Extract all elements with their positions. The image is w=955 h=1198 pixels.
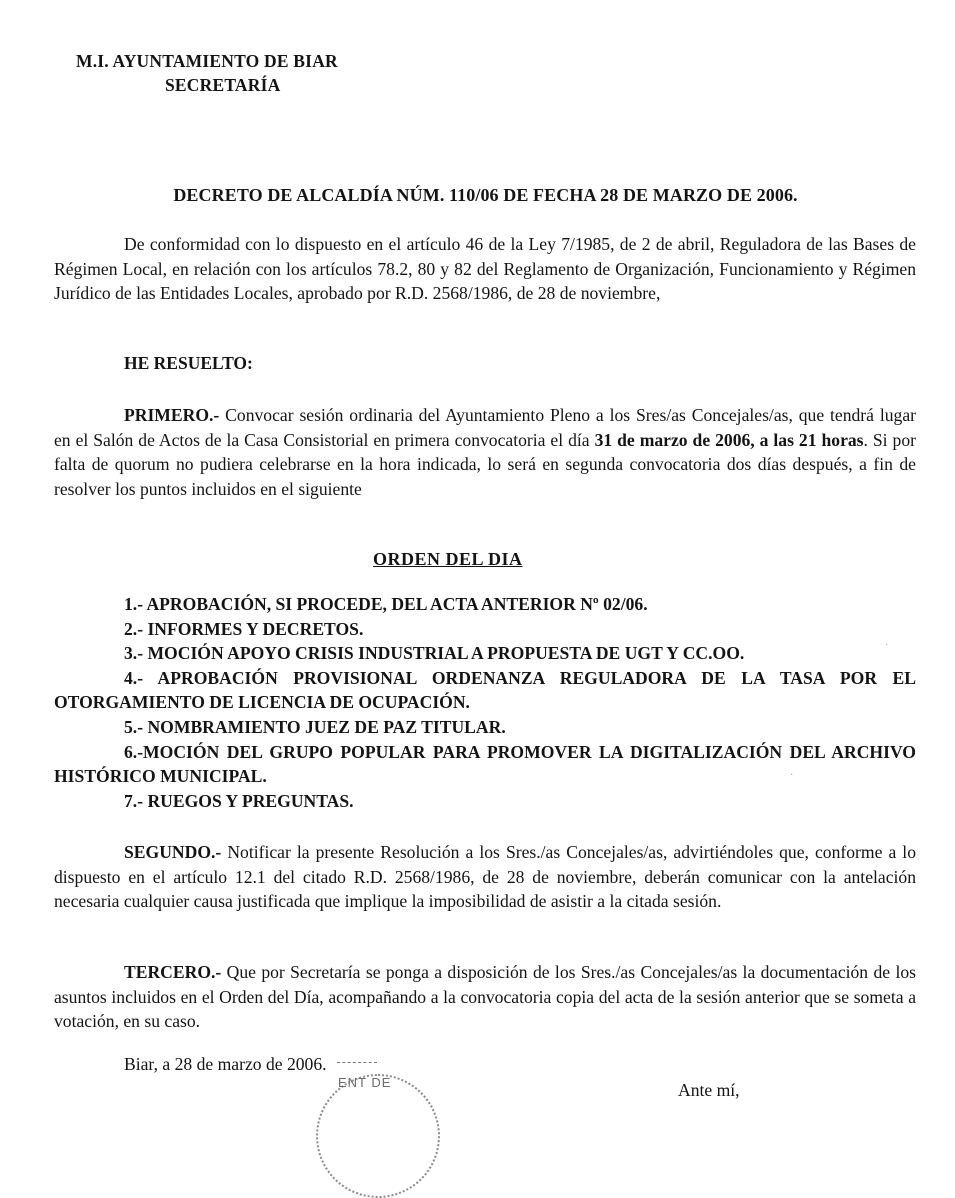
tercero-paragraph bbox=[54, 960, 916, 1034]
seal-text: ENT DE bbox=[338, 1075, 392, 1090]
ante-mi-label: Ante mí, bbox=[678, 1080, 740, 1100]
agenda-item bbox=[54, 715, 916, 740]
agenda-heading: ORDEN DEL DIA bbox=[373, 549, 523, 569]
segundo-paragraph bbox=[54, 840, 916, 914]
agenda-list bbox=[54, 592, 916, 813]
primero-label: PRIMERO.- bbox=[124, 405, 220, 425]
agenda-item bbox=[54, 740, 916, 789]
segundo-text: Notificar la presente Resolución a los Sres./as Concejales/as, advirtiéndoles que, conforme a lo dispuesto en el artículo 12.1 del citado R.D. 2568/1986, de 28 de noviembre, deberán comunicar con la antelación necesaria cualquier causa justificada que implique la imposibilidad de asistir a la citada sesión. bbox=[54, 842, 916, 911]
agenda-item-text: 4.- APROBACIÓN PROVISIONAL ORDENANZA REGULADORA DE LA TASA POR EL OTORGAMIENTO DE LICENCIA DE OCUPACIÓN. bbox=[54, 667, 916, 713]
agenda-item-text: 5.- NOMBRAMIENTO JUEZ DE PAZ TITULAR. bbox=[124, 716, 506, 737]
agenda-item-text: 7.- RUEGOS Y PREGUNTAS. bbox=[124, 790, 354, 811]
primero-paragraph bbox=[54, 403, 916, 501]
agenda-item bbox=[54, 789, 916, 814]
official-seal bbox=[316, 1074, 440, 1198]
resolved-heading: HE RESUELTO: bbox=[124, 353, 253, 373]
decree-title: DECRETO DE ALCALDÍA NÚM. 110/06 DE FECHA 28 DE MARZO DE 2006. bbox=[173, 185, 798, 205]
scan-speck: · bbox=[885, 640, 889, 651]
signature-stroke bbox=[337, 1062, 377, 1063]
preamble-text: De conformidad con lo dispuesto en el artículo 46 de la Ley 7/1985, de 2 de abril, Reguladora de las Bases de Régimen Local, en relación con los artículos 78.2, 80 y 82 del Reglamento de Organización, Funcionamiento y Régimen Jurídico de las Entidades Locales, aprobado por R.D. 2568/1986, de 28 de noviembre, bbox=[54, 234, 916, 303]
primero-text-a: Convocar sesión ordinaria del Ayuntamiento Pleno a los Sres/as Concejales/as, que tendrá lugar en el Salón de Actos de la Casa Consistorial en primera convocatoria el día bbox=[54, 405, 916, 450]
segundo-label: SEGUNDO.- bbox=[124, 842, 222, 862]
primero-text-b: . Si por falta de quorum no pudiera celebrarse en la hora indicada, lo será en segunda convocatoria dos días después, a fin de resolver los puntos incluidos en el siguiente bbox=[54, 429, 916, 499]
preamble-paragraph bbox=[54, 232, 916, 306]
agenda-item bbox=[54, 641, 916, 666]
primero-date: 31 de marzo de 2006, a las 21 horas bbox=[594, 429, 864, 450]
place-date: Biar, a 28 de marzo de 2006. bbox=[124, 1054, 327, 1074]
tercero-label: TERCERO.- bbox=[124, 962, 222, 982]
agenda-item bbox=[54, 666, 916, 715]
agenda-item-text: 1.- APROBACIÓN, SI PROCEDE, DEL ACTA ANTERIOR Nº 02/06. bbox=[124, 594, 648, 614]
agenda-item bbox=[54, 617, 916, 642]
tercero-text: Que por Secretaría se ponga a disposición de los Sres./as Concejales/as la documentación de los asuntos incluidos en el Orden del Día, acompañando a la convocatoria copia del acta de la sesión anterior que se someta a votación, en su caso. bbox=[54, 962, 916, 1031]
agenda-item bbox=[54, 592, 916, 617]
agenda-item-text: 2.- INFORMES Y DECRETOS. bbox=[124, 618, 364, 639]
header-institution: M.I. AYUNTAMIENTO DE BIAR bbox=[76, 51, 338, 71]
scan-speck: · bbox=[790, 770, 794, 781]
header-department: SECRETARÍA bbox=[165, 75, 281, 95]
agenda-item-text: 6.-MOCIÓN DEL GRUPO POPULAR PARA PROMOVER LA DIGITALIZACIÓN DEL ARCHIVO HISTÓRICO MUNICIPAL. bbox=[54, 741, 916, 787]
agenda-item-text: 3.- MOCIÓN APOYO CRISIS INDUSTRIAL A PROPUESTA DE UGT Y CC.OO. bbox=[124, 643, 745, 664]
